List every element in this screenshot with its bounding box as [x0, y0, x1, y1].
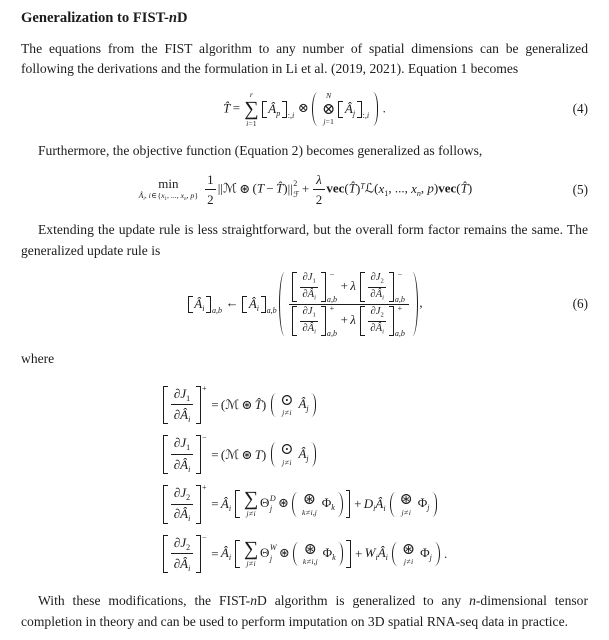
derivative-row-rhs: = ( ℳ ⊛ T ) ⊙ j≠i $Â_j$ [209, 435, 318, 474]
section-heading: Generalization to FIST-nD [21, 10, 188, 26]
equation-5-math: min $Â_i$, $i\in\{x_1$, ..., $x_n$, p} $\frac{1}{2}$ ||ℳ ⊛ (T − T̂)|| 2 ℱ + $\frac{\lambda}{2}$ $vec(T̂)^Tℒ(x_1$, ..., $x_n$, p)vec(T̂) [138, 172, 473, 207]
derivatives-block [21, 383, 588, 574]
equation-6 [21, 269, 588, 339]
equation-4 [21, 91, 588, 128]
equation-4-number: (4) [572, 101, 588, 117]
paragraph-objective: Furthermore, the objective function (Equation 2) becomes generalized as follows, [38, 142, 483, 158]
derivative-row-rhs: = ( ℳ ⊛ T̂ ) ⊙ j≠i $Â_j$ [209, 386, 318, 425]
where-label: where [21, 351, 55, 367]
derivative-row-rhs: = $Â_i$ ∑ j≠i Θ W j ⊛ ⊛ k≠i,j $\Phi_k$ + $W_i$ $Â_i$ ⊛ j≠i $\Phi_j$ . [211, 538, 448, 568]
paragraph-intro: The equations from the FIST algorithm to any number of spatial dimensions can be generalized following the derivations and the formulation in Li et al. (2019, 2021). Equation 1 becomes [21, 41, 588, 77]
equation-6-number: (6) [572, 296, 588, 312]
equation-5-number: (5) [572, 181, 588, 197]
derivative-row-lhs: $\frac{\partial J_2}{\partial Â_i}$ + [162, 485, 208, 524]
derivative-row-lhs: $\frac{\partial J_1}{\partial Â_i}$ + [162, 386, 208, 425]
derivative-row-lhs: $\frac{\partial J_2}{\partial Â_i}$ − [162, 535, 208, 574]
equation-6-math: $Â_i$ a,b ← $Â_i$ a,b $\frac{\partial J_1}{\partial Â_i}$ − a,b + λ $\frac{\partial J_2}{\partial Â_i}$ − a,b $\frac{\partial J_1}{\partial Â_i}$ + a,b + λ $\frac{\partial J_2}{\partial Â_i}$ + a,b , [186, 272, 422, 336]
equation-4-math: T̂ = r ∑ i=1 $Â_p$ :,i ⊗ N ⊗ j=1 $Â_j$ :,i . [223, 89, 386, 128]
paragraph-conclusion: With these modifications, the FIST-nD algorithm is generalized to any n-dimensional tensor completion in theory and can be used to perform imputation on 3D spatial RNA-seq data in practice. [21, 593, 588, 629]
paragraph-update-rule: Extending the update rule is less straightforward, but the overall form factor remains the same. The generalized update rule is [21, 222, 588, 258]
derivative-row-rhs: = $Â_i$ ∑ j≠i Θ D j ⊛ ⊛ k≠i,j $\Phi_k$ + $D_i$ $Â_i$ ⊛ j≠i $\Phi_j$ [209, 485, 439, 524]
derivative-row-lhs: $\frac{\partial J_1}{\partial Â_i}$ − [162, 435, 208, 474]
equation-5 [21, 172, 588, 207]
